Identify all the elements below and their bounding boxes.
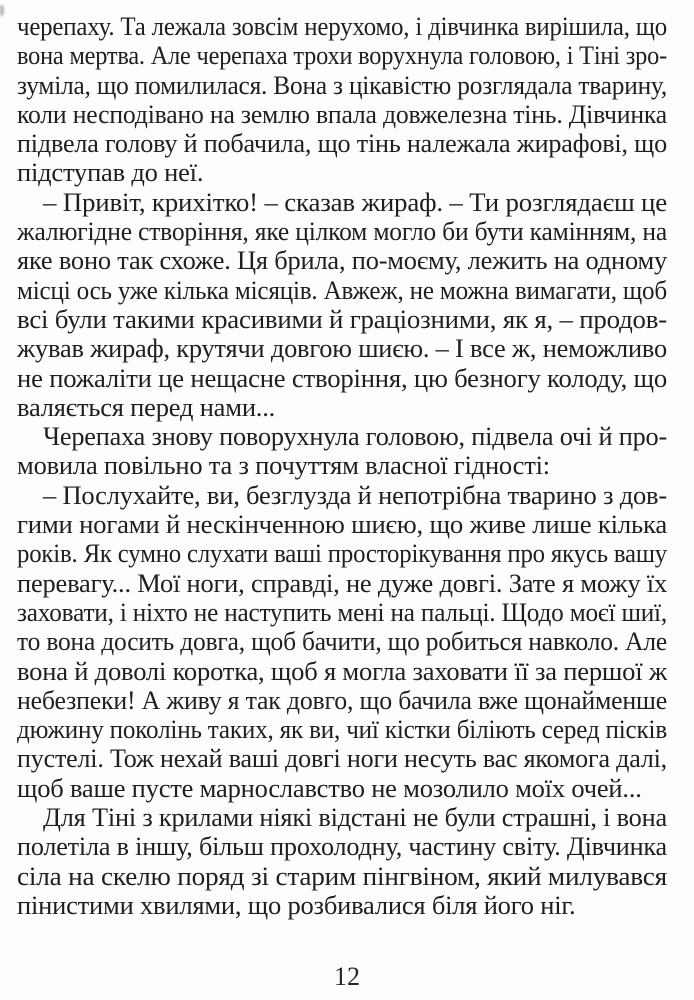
text-line: небезпеки! А живу я так довго, що бачила вже щонайменше — [17, 684, 667, 715]
text-line: років. Як сумно слухати ваші просторікування про якусь вашу — [17, 538, 667, 569]
text-line: Для Тіні з крилами ніякі відстані не були страшні, і вона — [43, 802, 667, 833]
text-line: пустелі. Тож нехай ваші довгі ноги несуть вас якомога далі, — [17, 743, 667, 774]
paragraph — [17, 422, 667, 481]
text-line: жалюгідне створіння, яке цілком могло би бути камінням, на — [17, 216, 667, 247]
text-line: сіла на скелю поряд зі старим пінгвіном, який милувався — [17, 860, 667, 891]
scan-artifact — [0, 5, 4, 16]
text-line: вона й доволі коротка, щоб я могла заховати її за першої ж — [17, 655, 667, 686]
text-line: Черепаха знову поворухнула головою, підвела очі й про- — [43, 421, 667, 452]
text-line: коли несподівано на землю впала довжелезна тінь. Дівчинка — [17, 98, 667, 129]
paragraph — [17, 12, 667, 188]
text-line: валяється перед нами... — [17, 391, 276, 422]
text-line: дюжину поколінь таких, як ви, чиї кістки біліють серед пісків — [17, 714, 667, 745]
text-line: гими ногами й нескінченною шиєю, що живе лише кілька — [17, 509, 667, 540]
text-line: – Послухайте, ви, безглузда й непотрібна тварино з дов- — [43, 479, 667, 510]
text-line: щоб ваше пусте марнославство не мозолило моїх очей... — [17, 772, 642, 803]
text-line: не пожаліти це нещасне створіння, цю безногу колоду, що — [17, 362, 667, 393]
text-line: підвела голову й побачила, що тінь належала жирафові, що — [17, 128, 667, 159]
paragraph — [17, 803, 667, 920]
text-line: перевагу... Мої ноги, справді, не дуже довгі. Зате я можу їх — [17, 567, 667, 598]
text-line: заховати, і ніхто не наступить мені на пальці. Щодо моєї шиї, — [17, 596, 667, 627]
text-line: полетіла в іншу, більш прохолодну, частину світу. Дівчинка — [17, 831, 667, 862]
page-number: 12 — [334, 962, 360, 991]
text-line: мовила повільно та з почуттям власної гідності: — [17, 450, 550, 481]
text-line: вона мертва. Але черепаха трохи ворухнула головою, і Тіні зро- — [17, 40, 667, 71]
text-line: місці ось уже кілька місяців. Авжеж, не можна вимагати, щоб — [17, 274, 667, 305]
text-line: зуміла, що помилилася. Вона з цікавістю розглядала тварину, — [17, 69, 667, 100]
text-line: то вона досить довга, щоб бачити, що робиться навколо. Але — [17, 626, 667, 657]
paragraph — [17, 188, 667, 422]
text-line: яке воно так схоже. Ця брила, по-моєму, лежить на одному — [17, 245, 667, 276]
text-block — [17, 12, 667, 920]
text-line: всі були такими красивими й граціозними, як я, – продов- — [17, 303, 667, 334]
text-line: – Привіт, крихітко! – сказав жираф. – Ти розглядаєш це — [43, 186, 667, 217]
text-line: черепаху. Та лежала зовсім нерухомо, і дівчинка вирішила, що — [17, 11, 667, 41]
text-line: жував жираф, крутячи довгою шиєю. – І все ж, неможливо — [17, 333, 667, 364]
text-line: підступав до неї. — [17, 157, 204, 188]
text-line: пінистими хвилями, що розбивалися біля його ніг. — [17, 889, 576, 920]
paragraph — [17, 481, 667, 803]
